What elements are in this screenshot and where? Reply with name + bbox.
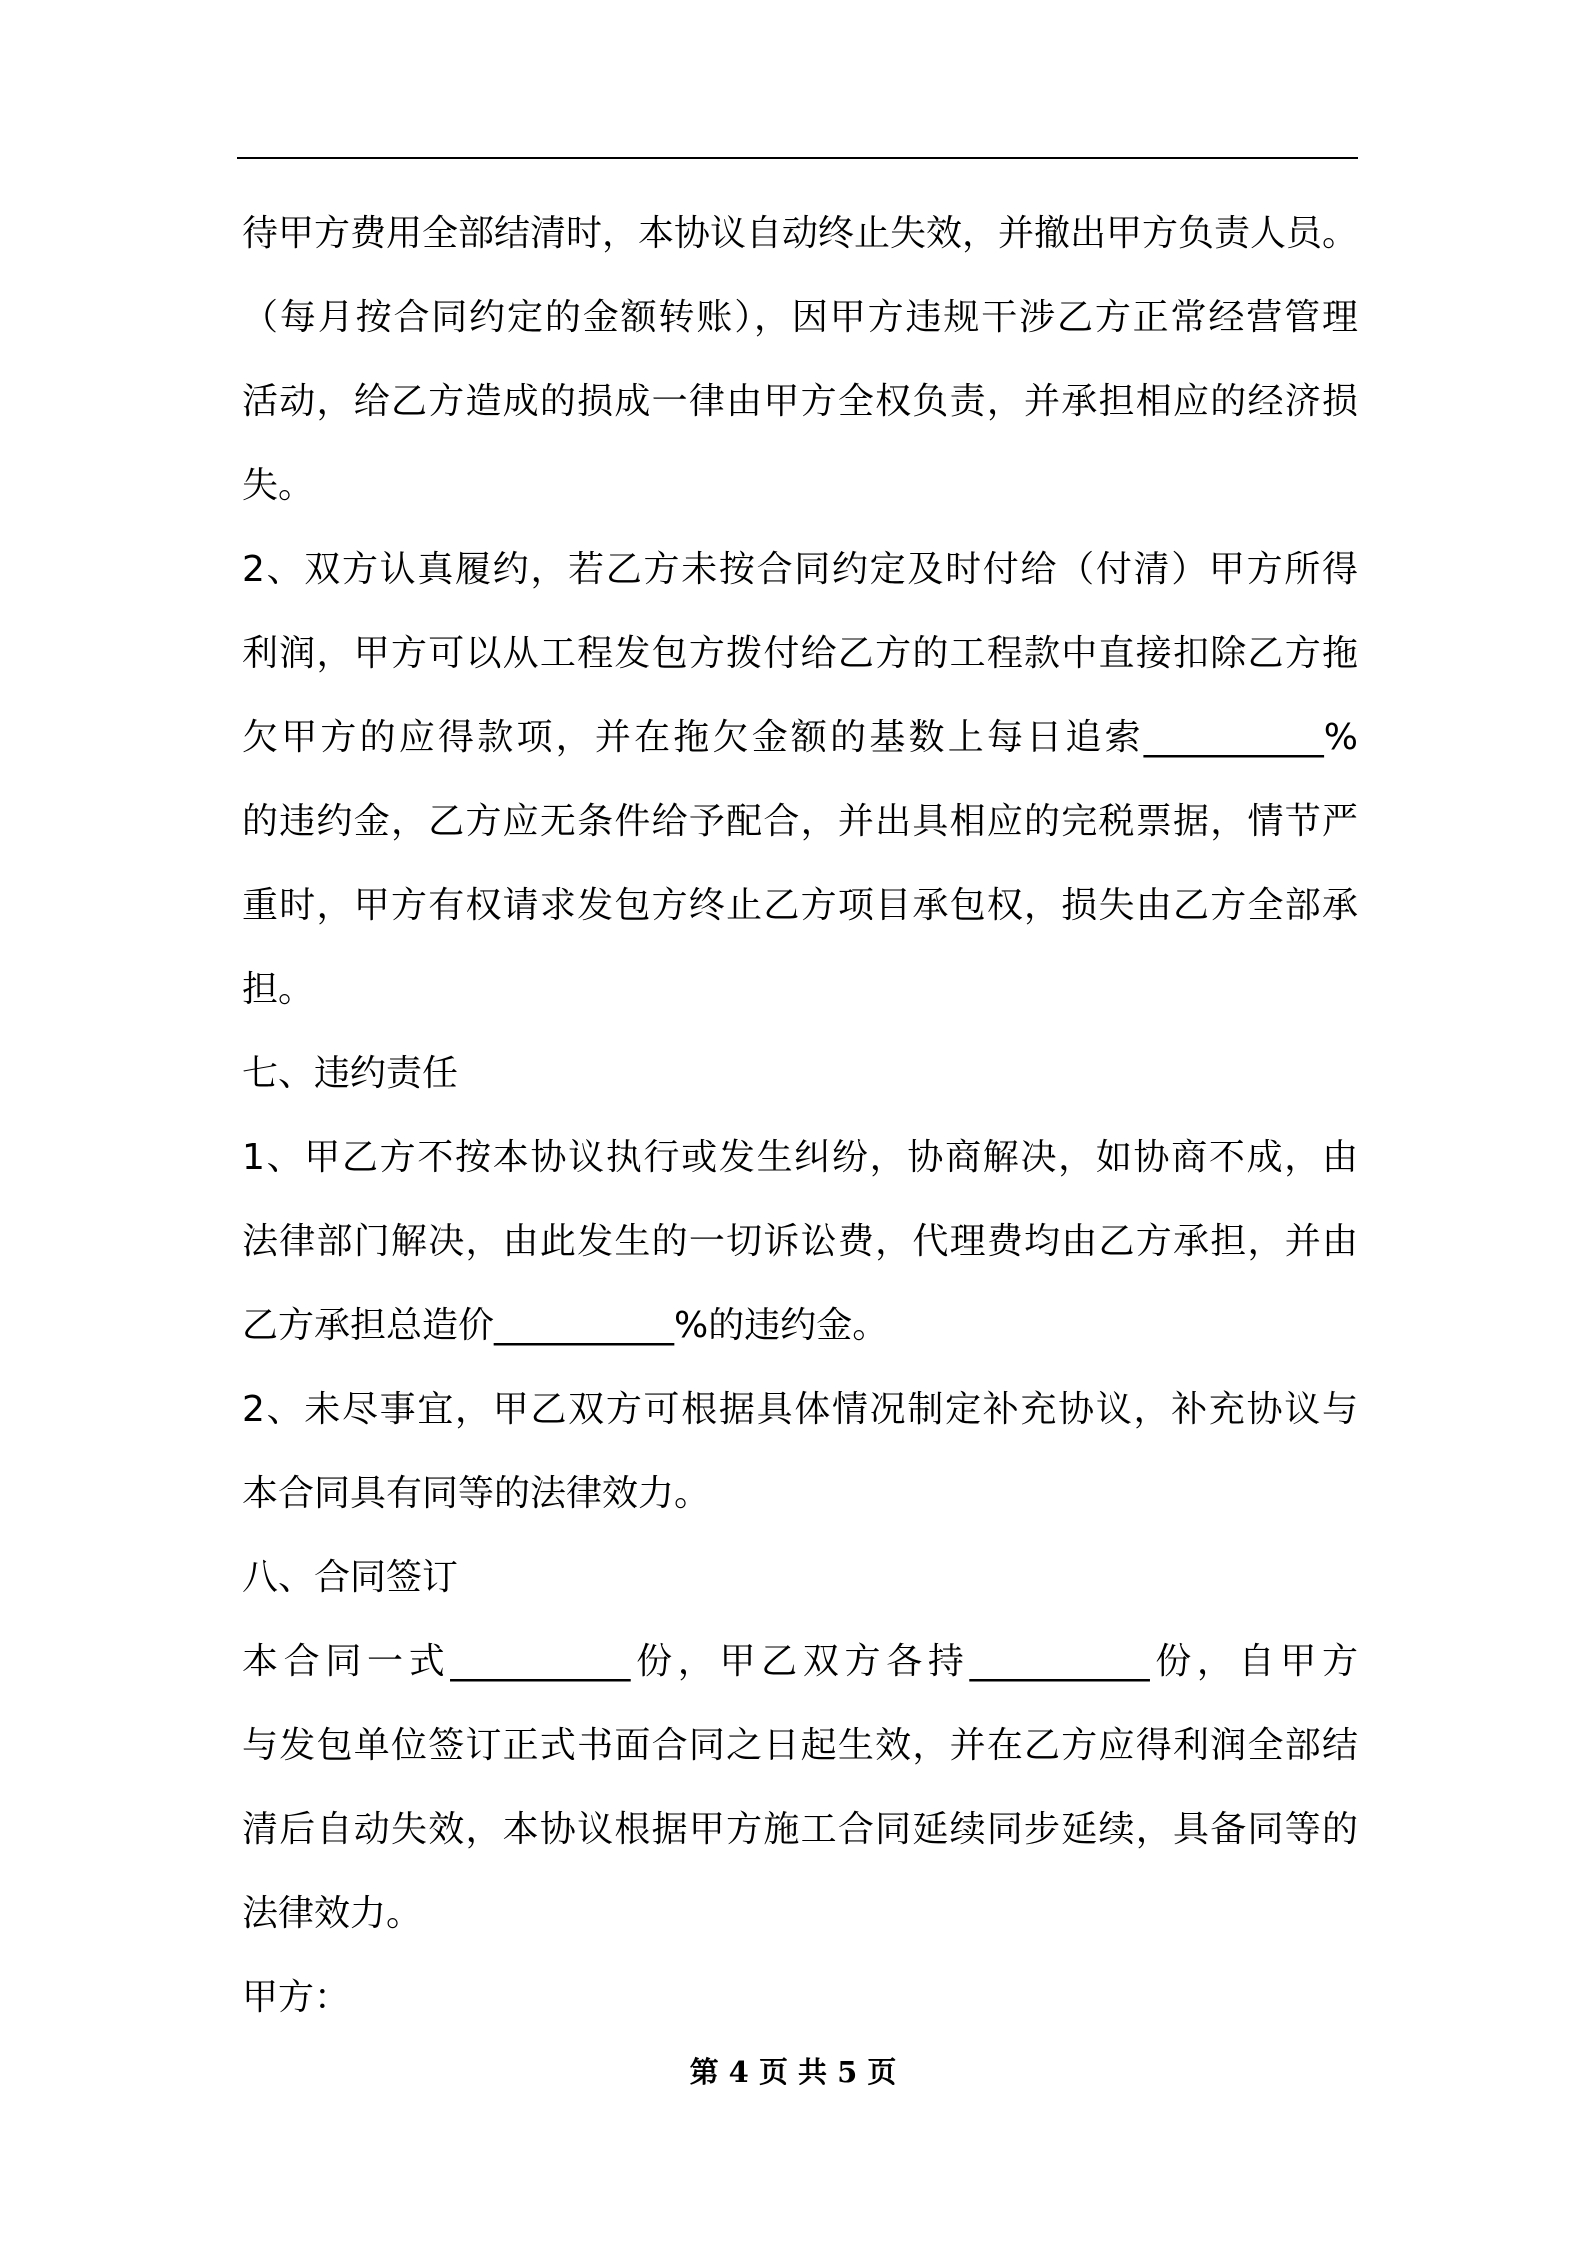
body-line: 利润，甲方可以从工程发包方拨付给乙方的工程款中直接扣除乙方拖 [242, 633, 1358, 674]
body-line: 重时，甲方有权请求发包方终止乙方项目承包权，损失由乙方全部承 [242, 885, 1358, 926]
body-line: 活动，给乙方造成的损成一律由甲方全权负责，并承担相应的经济损 [242, 381, 1358, 422]
page-number: 第 4 页 共 5 页 [689, 2055, 897, 2089]
body-line: 担。 [242, 969, 315, 1010]
body-line: 法律部门解决，由此发生的一切诉讼费，代理费均由乙方承担，并由 [242, 1221, 1358, 1262]
body-line: 待甲方费用全部结清时，本协议自动终止失效，并撤出甲方负责人员。 [242, 213, 1359, 254]
body-line: 乙方承担总造价__________%的违约金。 [242, 1305, 889, 1346]
body-line: 与发包单位签订正式书面合同之日起生效，并在乙方应得利润全部结 [242, 1725, 1358, 1766]
body-line: 的违约金，乙方应无条件给予配合，并出具相应的完税票据，情节严 [242, 801, 1358, 842]
section-heading-breach: 七、违约责任 [242, 1053, 459, 1094]
body-line: 本合同具有同等的法律效力。 [242, 1473, 711, 1514]
body-line: 欠甲方的应得款项，并在拖欠金额的基数上每日追索__________% [242, 717, 1358, 758]
document-body [242, 192, 1358, 2040]
body-line: 本合同一式__________份，甲乙双方各持__________份，自甲方 [242, 1641, 1358, 1682]
body-line: 清后自动失效，本协议根据甲方施工合同延续同步延续，具备同等的 [242, 1809, 1358, 1850]
party-a-signature-label: 甲方： [242, 1977, 351, 2018]
header-rule [237, 157, 1358, 159]
section-heading-signing: 八、合同签订 [242, 1557, 459, 1598]
body-line: 2、未尽事宜，甲乙双方可根据具体情况制定补充协议，补充协议与 [242, 1389, 1358, 1430]
body-line: 1、甲乙方不按本协议执行或发生纠纷，协商解决，如协商不成，由 [242, 1137, 1358, 1178]
body-line: 失。 [242, 465, 315, 506]
body-line: 法律效力。 [242, 1893, 423, 1934]
body-line: 2、双方认真履约，若乙方未按合同约定及时付给（付清）甲方所得 [242, 549, 1358, 590]
body-line: （每月按合同约定的金额转账），因甲方违规干涉乙方正常经营管理 [242, 297, 1358, 338]
